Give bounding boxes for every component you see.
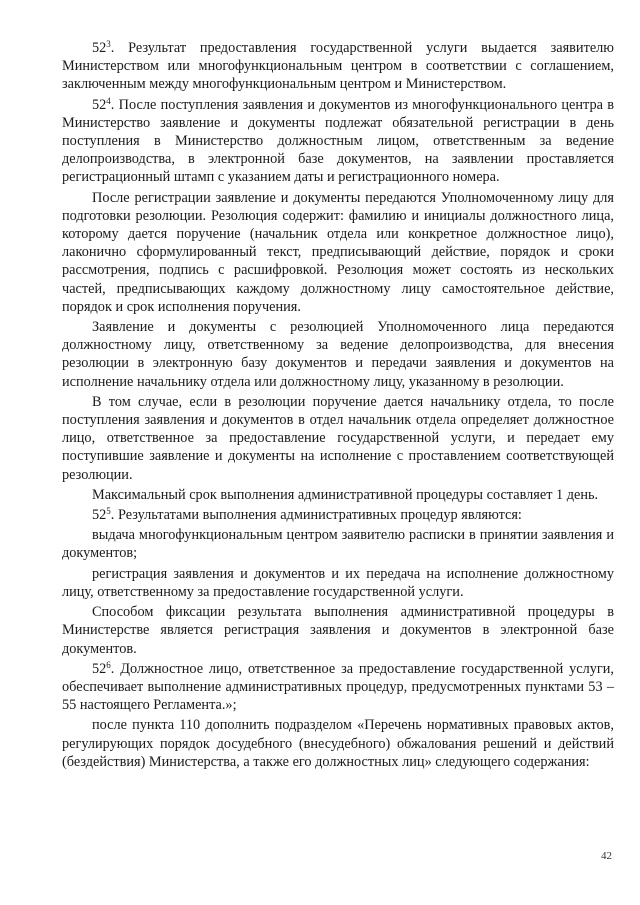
- paragraph-receipt: выдача многофункциональным центром заявителю расписки в принятии заявления и документов;: [62, 527, 614, 562]
- paragraph-52-5: $52^5$. Результатами выполнения административных процедур являются:: [92, 506, 522, 524]
- document-body: [62, 39, 614, 771]
- paragraph-52-4: $52^4$. После поступления заявления и документов из многофункционального центра в Министерство заявление и документы подлежат обязательной регистрации в день поступления в Министерство должностным лицом, ответственным за ведение делопроизводства, в электронной базе документов, на заявлении проставляется регистрационный штамп с указанием даты и регистрационного номера.: [62, 95, 614, 186]
- paragraph-fixation-method: Способом фиксации результата выполнения административной процедуры в Министерстве является регистрация заявления и документов в электронной базе документов.: [62, 604, 614, 657]
- paragraph-max-term: Максимальный срок выполнения административной процедуры составляет 1 день.: [92, 486, 599, 503]
- paragraph-department-head: В том случае, если в резолюции поручение дается начальнику отдела, то после поступления заявления и документов в отдел начальник отдела определяет должностное лицо, ответственное за предоставление государственной услуги, и передает ему поступившие заявление и документы на исполнение с проставлением соответствующей резолюции.: [62, 393, 614, 483]
- page-number: 42: [601, 850, 612, 862]
- paragraph-after-110: после пункта 110 дополнить подразделом «Перечень нормативных правовых актов, регулирующих порядок досудебного (внесудебного) обжалования решений и действий (бездействия) Министерства, а также его должностных лиц» следующего содержания:: [62, 717, 614, 770]
- paragraph-documents-transfer: Заявление и документы с резолюцией Уполномоченного лица передаются должностному лицу, ответственному за ведение делопроизводства, для внесения резолюции в электронную базу документов и передачи заявления и документов на исполнение начальнику отдела или должностному лицу, указанному в резолюции.: [62, 319, 614, 390]
- paragraph-registration: После регистрации заявление и документы передаются Уполномоченному лицу для подготовки резолюции. Резолюция содержит: фамилию и инициалы должностного лица, которому дается поручение (начальник отдела или конкретное должностное лицо), лаконично сформулированный текст, предписывающий действие, порядок и сроки рассмотрения, подпись с расшифровкой. Резолюция может состоять из нескольких частей, предписывающих каждому должностному лицу самостоятельное действие, порядок и срок исполнения поручения.: [62, 189, 614, 315]
- paragraph-52-3: $52^3$. Результат предоставления государственной услуги выдается заявителю Министерством или многофункциональным центром в соответствии с соглашением, заключенным между многофункциональным центром и Министерством.: [62, 39, 614, 93]
- paragraph-52-6: $52^6$. Должностное лицо, ответственное за предоставление государственной услуги, обеспечивает выполнение административных процедур, предусмотренных пунктами 53 – 55 настоящего Регламента.»;: [62, 659, 614, 714]
- paragraph-registration-transfer: регистрация заявления и документов и их передача на исполнение должностному лицу, ответственному за предоставление государственной услуги.: [62, 565, 614, 600]
